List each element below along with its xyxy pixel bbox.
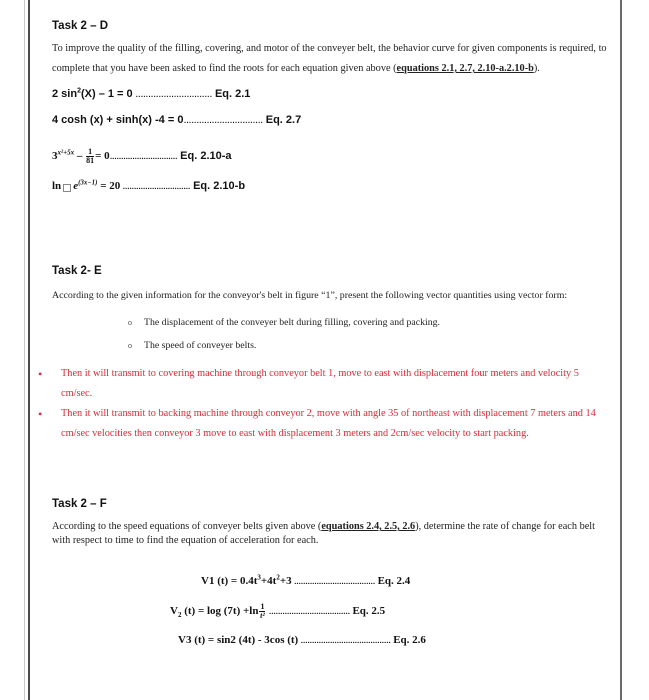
document-page — [28, 0, 622, 700]
equation-2-7: 4 cosh (x) + sinh(x) -4 = 0............................... Eq. 2.7 — [52, 114, 302, 126]
sub-item-speed: o The speed of conveyer belts. — [128, 340, 257, 351]
task-2e-intro: According to the given information for the conveyor's belt in figure “1”, present the following vector quantities using vector form: — [52, 290, 568, 301]
fraction: $\frac{1}{81}$ — [86, 147, 95, 165]
task-2d-equation-ref: equations 2.1, 2.7, 2.10-a.2.10-b — [396, 63, 534, 74]
equation-2-1: 2 $\sin^2(X) - 1 = 0$ .............................. Eq. 2.1 — [52, 87, 251, 100]
red-bullet-icon: • — [38, 407, 43, 421]
equation-2-10b-label: Eq. 2.10-b — [190, 180, 246, 192]
task-2d-text-1: To improve the quality of the filling, covering, and motor of the conveyer belt, the behavior curve for given components is required, to complete that you have been asked to find the roots for each equation given above ( — [52, 43, 607, 74]
outer-page-edge — [24, 0, 25, 700]
task-2d-text-2: ). — [533, 63, 540, 74]
equation-2-10b: $\ln e^{(3x-1)} = 20$ .............................. Eq. 2.10-b — [52, 178, 246, 192]
equation-2-6: V3 (t) = sin2 (4t) - 3cos (t) ........................................ Eq. 2.6 — [178, 634, 426, 646]
task-2f-paragraph: According to the speed equations of conveyer belts given above (equations 2.4, 2.5, 2.6), determine the rate of change for each belt with respect to time to find the equation of acceleration for each. — [52, 521, 596, 546]
task-2d-paragraph — [52, 39, 612, 79]
task-2e-title: Task 2- E — [52, 265, 102, 277]
red-item-covering: Then it will transmit to covering machine through conveyor belt 1, move to east with displacement four meters and velocity 5 cm/sec. — [61, 368, 579, 399]
hollow-bullet-icon: o — [128, 341, 132, 350]
equation-2-5: $V_2$ (t) = log (7t) +ln $\frac{1}{\text{t²}}$ .................................... Eq. 2.5 — [170, 602, 386, 620]
equation-2-5-label: Eq. 2.5 — [349, 605, 386, 618]
sub-item-displacement: o The displacement of the conveyer belt during filling, covering and packing. — [128, 317, 440, 328]
equation-2-1-label: Eq. 2.1 — [211, 88, 251, 100]
task-2f-title: Task 2 – F — [52, 498, 107, 510]
red-item-backing: Then it will transmit to backing machine through conveyor 2, move with angle 35 of northeast with displacement 7 meters and 14 cm/sec velocities then conveyor 3 move to east with displacement 3 meters and 2cm/sec velocity to start packing. — [61, 408, 596, 439]
fraction: $\frac{1}{\text{t²}}$ — [260, 602, 265, 620]
placeholder-box-icon — [63, 184, 71, 192]
equation-2-6-label: Eq. 2.6 — [390, 634, 426, 646]
hollow-bullet-icon: o — [128, 318, 132, 327]
red-bullet-icon: • — [38, 367, 43, 381]
task-2f-equation-ref: equations 2.4, 2.5, 2.6 — [321, 521, 416, 532]
equation-2-4-label: Eq. 2.4 — [374, 575, 411, 587]
task-2d-title: Task 2 – D — [52, 20, 109, 32]
equation-2-4: V1 $(t) = 0.4t^3+4t^2+3$ .................................... Eq. 2.4 — [201, 573, 411, 587]
equation-2-10a: $3^{x^2+5x}$ – $\frac{1}{81}$ = 0.............................. Eq. 2.10-a — [52, 147, 232, 165]
equation-2-10a-label: Eq. 2.10-a — [177, 150, 232, 163]
equation-2-7-label: Eq. 2.7 — [262, 114, 302, 126]
